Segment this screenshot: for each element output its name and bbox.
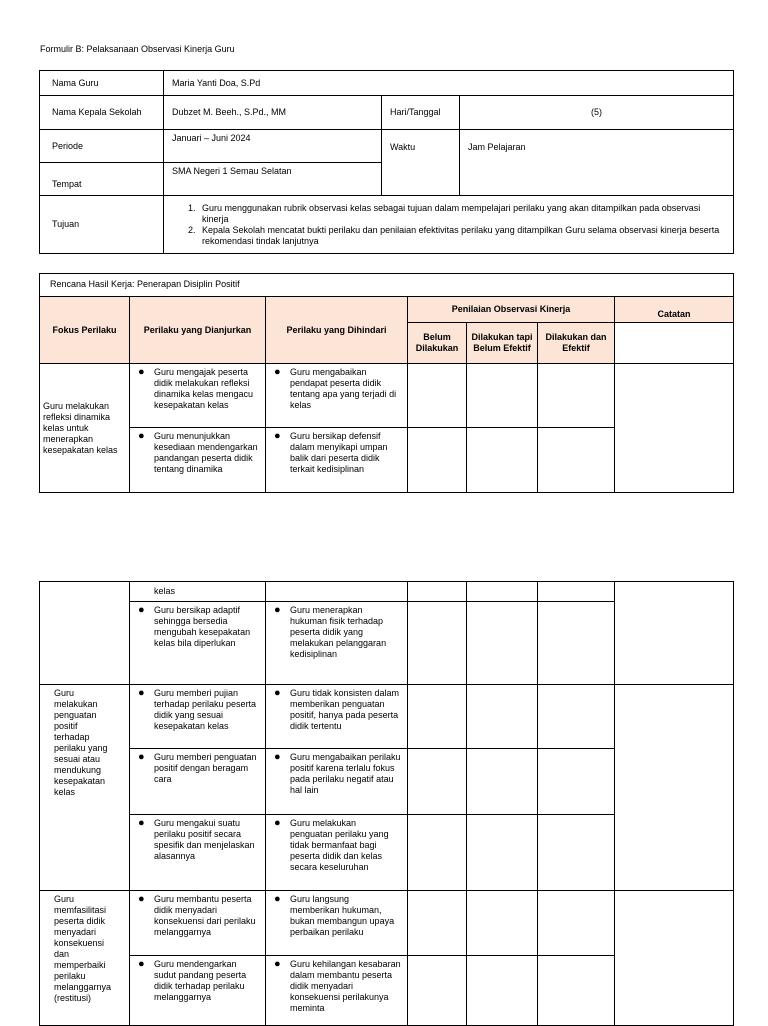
header-dilakukan-belum-efektif: Dilakukan tapi Belum Efektif xyxy=(467,323,538,364)
label-tempat: Tempat xyxy=(40,163,164,196)
dianjurkan-cell xyxy=(130,602,266,685)
list-item: ● Guru bersikap defensif dalam menyikapi umpan balik dari peserta didik terkait kedisiplinan xyxy=(274,431,401,475)
tujuan-item: 1. Guru menggunakan rubrik observasi kelas sebagai tujuan dalam mempelajari perilaku yang akan ditampilkan pada observasi kinerja xyxy=(198,203,725,225)
catatan-cell[interactable] xyxy=(615,364,734,493)
score-cell[interactable] xyxy=(408,956,467,1026)
score-cell[interactable] xyxy=(467,749,538,815)
catatan-cell xyxy=(615,323,734,364)
dianjurkan-cell xyxy=(130,364,266,428)
score-cell[interactable] xyxy=(538,749,615,815)
list-item: ● Guru mendengarkan sudut pandang peserta didik terhadap perilaku melanggarnya xyxy=(138,959,259,1003)
score-cell[interactable] xyxy=(538,602,615,685)
score-cell[interactable] xyxy=(467,602,538,685)
score-cell[interactable] xyxy=(467,364,538,428)
list-item: ● Guru melakukan penguatan perilaku yang tidak bermanfaat bagi peserta didik dan kelas secara keseluruhan xyxy=(274,818,401,873)
value-tujuan xyxy=(164,196,734,254)
label-hari-tanggal: Hari/Tanggal xyxy=(382,96,460,130)
list-item: ● Guru langsung memberikan hukuman, bukan membangun upaya perbaikan perilaku xyxy=(274,894,401,938)
form-title: Formulir B: Pelaksanaan Observasi Kinerja Guru xyxy=(40,44,235,54)
value-periode: Januari – Juni 2024 xyxy=(164,130,382,163)
dihindari-cell xyxy=(266,815,408,891)
list-item: ● Guru membantu peserta didik menyadari konsekuensi dari perilaku melanggarnya xyxy=(138,894,259,938)
score-cell[interactable] xyxy=(538,815,615,891)
header-belum-dilakukan: Belum Dilakukan xyxy=(408,323,467,364)
score-cell[interactable] xyxy=(408,749,467,815)
observation-table-continued xyxy=(39,581,734,1026)
dihindari-cell xyxy=(266,891,408,956)
value-kepala-sekolah: Dubzet M. Beeh., S.Pd., MM xyxy=(164,96,382,130)
value-hari-tanggal: (5) xyxy=(460,96,734,130)
catatan-cell[interactable] xyxy=(615,891,734,1026)
score-cell[interactable] xyxy=(408,428,467,493)
value-nama-guru: Maria Yanti Doa, S.Pd xyxy=(164,71,734,96)
dianjurkan-cell xyxy=(130,428,266,493)
dianjurkan-cell xyxy=(130,685,266,749)
label-waktu: Waktu xyxy=(382,130,460,196)
score-cell[interactable] xyxy=(538,956,615,1026)
label-tujuan: Tujuan xyxy=(40,196,164,254)
dianjurkan-cell xyxy=(130,815,266,891)
header-penilaian: Penilaian Observasi Kinerja xyxy=(408,297,615,323)
list-item: ● Guru menunjukkan kesediaan mendengarkan pandangan peserta didik tentang dinamika xyxy=(138,431,259,475)
dihindari-cell xyxy=(266,956,408,1026)
list-item: ● Guru mengabaikan pendapat peserta didik tentang apa yang terjadi di kelas xyxy=(274,367,401,411)
fokus-penguatan-positif: Guru melakukan penguatan positif terhadap perilaku yang sesuai atau mendukung kesepakatan kelas xyxy=(40,685,130,891)
dihindari-cell xyxy=(266,749,408,815)
list-item: ● Guru memberi penguatan positif dengan beragam cara xyxy=(138,752,259,785)
score-cell[interactable] xyxy=(467,582,538,602)
tujuan-item: 2. Kepala Sekolah mencatat bukti perilaku dan penilaian efektivitas perilaku yang ditampilkan Guru selama observasi kinerja beserta rekomendasi tindak lanjutnya xyxy=(198,225,725,247)
value-waktu: Jam Pelajaran xyxy=(460,130,734,196)
observation-table xyxy=(39,273,734,493)
label-kepala-sekolah: Nama Kepala Sekolah xyxy=(40,96,164,130)
catatan-cell[interactable] xyxy=(615,685,734,891)
dianjurkan-cell xyxy=(130,891,266,956)
header-perilaku-dihindari: Perilaku yang Dihindari xyxy=(266,297,408,364)
score-cell[interactable] xyxy=(467,815,538,891)
teacher-info-table xyxy=(39,70,734,254)
score-cell[interactable] xyxy=(538,364,615,428)
dianjurkan-cell xyxy=(130,749,266,815)
value-tempat: SMA Negeri 1 Semau Selatan xyxy=(164,163,382,196)
dianjurkan-cell xyxy=(130,956,266,1026)
score-cell[interactable] xyxy=(538,582,615,602)
dianjurkan-cell: kelas xyxy=(130,582,266,602)
dihindari-cell xyxy=(266,685,408,749)
list-item: ● Guru tidak konsisten dalam memberikan penguatan positif, hanya pada peserta didik tertentu xyxy=(274,688,401,732)
score-cell[interactable] xyxy=(408,602,467,685)
list-item: ● Guru mengabaikan perilaku positif karena terlalu fokus pada perilaku negatif atau hal lain xyxy=(274,752,401,796)
dihindari-cell xyxy=(266,428,408,493)
header-fokus-perilaku: Fokus Perilaku xyxy=(40,297,130,364)
dihindari-cell xyxy=(266,602,408,685)
header-perilaku-dianjurkan: Perilaku yang Dianjurkan xyxy=(130,297,266,364)
score-cell[interactable] xyxy=(408,815,467,891)
dihindari-cell xyxy=(266,582,408,602)
list-item: ● Guru memberi pujian terhadap perilaku peserta didik yang sesuai kesepakatan kelas xyxy=(138,688,259,732)
rencana-caption: Rencana Hasil Kerja: Penerapan Disiplin Positif xyxy=(40,274,734,297)
label-periode: Periode xyxy=(40,130,164,163)
fokus-continued xyxy=(40,582,130,685)
score-cell[interactable] xyxy=(408,891,467,956)
list-item: ● Guru menerapkan hukuman fisik terhadap peserta didik yang melakukan pelanggaran kedisiplinan xyxy=(274,605,401,660)
score-cell[interactable] xyxy=(408,582,467,602)
score-cell[interactable] xyxy=(467,685,538,749)
label-nama-guru: Nama Guru xyxy=(40,71,164,96)
fokus-refleksi: Guru melakukan refleksi dinamika kelas untuk menerapkan kesepakatan kelas xyxy=(40,364,130,493)
list-item: ● Guru kehilangan kesabaran dalam membantu peserta didik menyadari konsekuensi perilakunya meminta xyxy=(274,959,401,1014)
list-item: ● Guru mengakui suatu perilaku positif secara spesifik dan menjelaskan alasannya xyxy=(138,818,259,862)
dihindari-cell xyxy=(266,364,408,428)
catatan-cell[interactable] xyxy=(615,582,734,685)
list-item: ● Guru mengajak peserta didik melakukan refleksi dinamika kelas mengacu kesepakatan kelas xyxy=(138,367,259,411)
score-cell[interactable] xyxy=(467,891,538,956)
header-dilakukan-efektif: Dilakukan dan Efektif xyxy=(538,323,615,364)
score-cell[interactable] xyxy=(467,956,538,1026)
list-item: ● Guru bersikap adaptif sehingga bersedia mengubah kesepakatan kelas bila diperlukan xyxy=(138,605,259,649)
header-catatan: Catatan xyxy=(615,297,734,323)
score-cell[interactable] xyxy=(408,685,467,749)
score-cell[interactable] xyxy=(538,891,615,956)
score-cell[interactable] xyxy=(408,364,467,428)
score-cell[interactable] xyxy=(538,685,615,749)
score-cell[interactable] xyxy=(467,428,538,493)
score-cell[interactable] xyxy=(538,428,615,493)
fokus-restitusi: Guru memfasilitasi peserta didik menyadari konsekuensi dan memperbaiki perilaku melanggarnya (restitusi) xyxy=(40,891,130,1026)
